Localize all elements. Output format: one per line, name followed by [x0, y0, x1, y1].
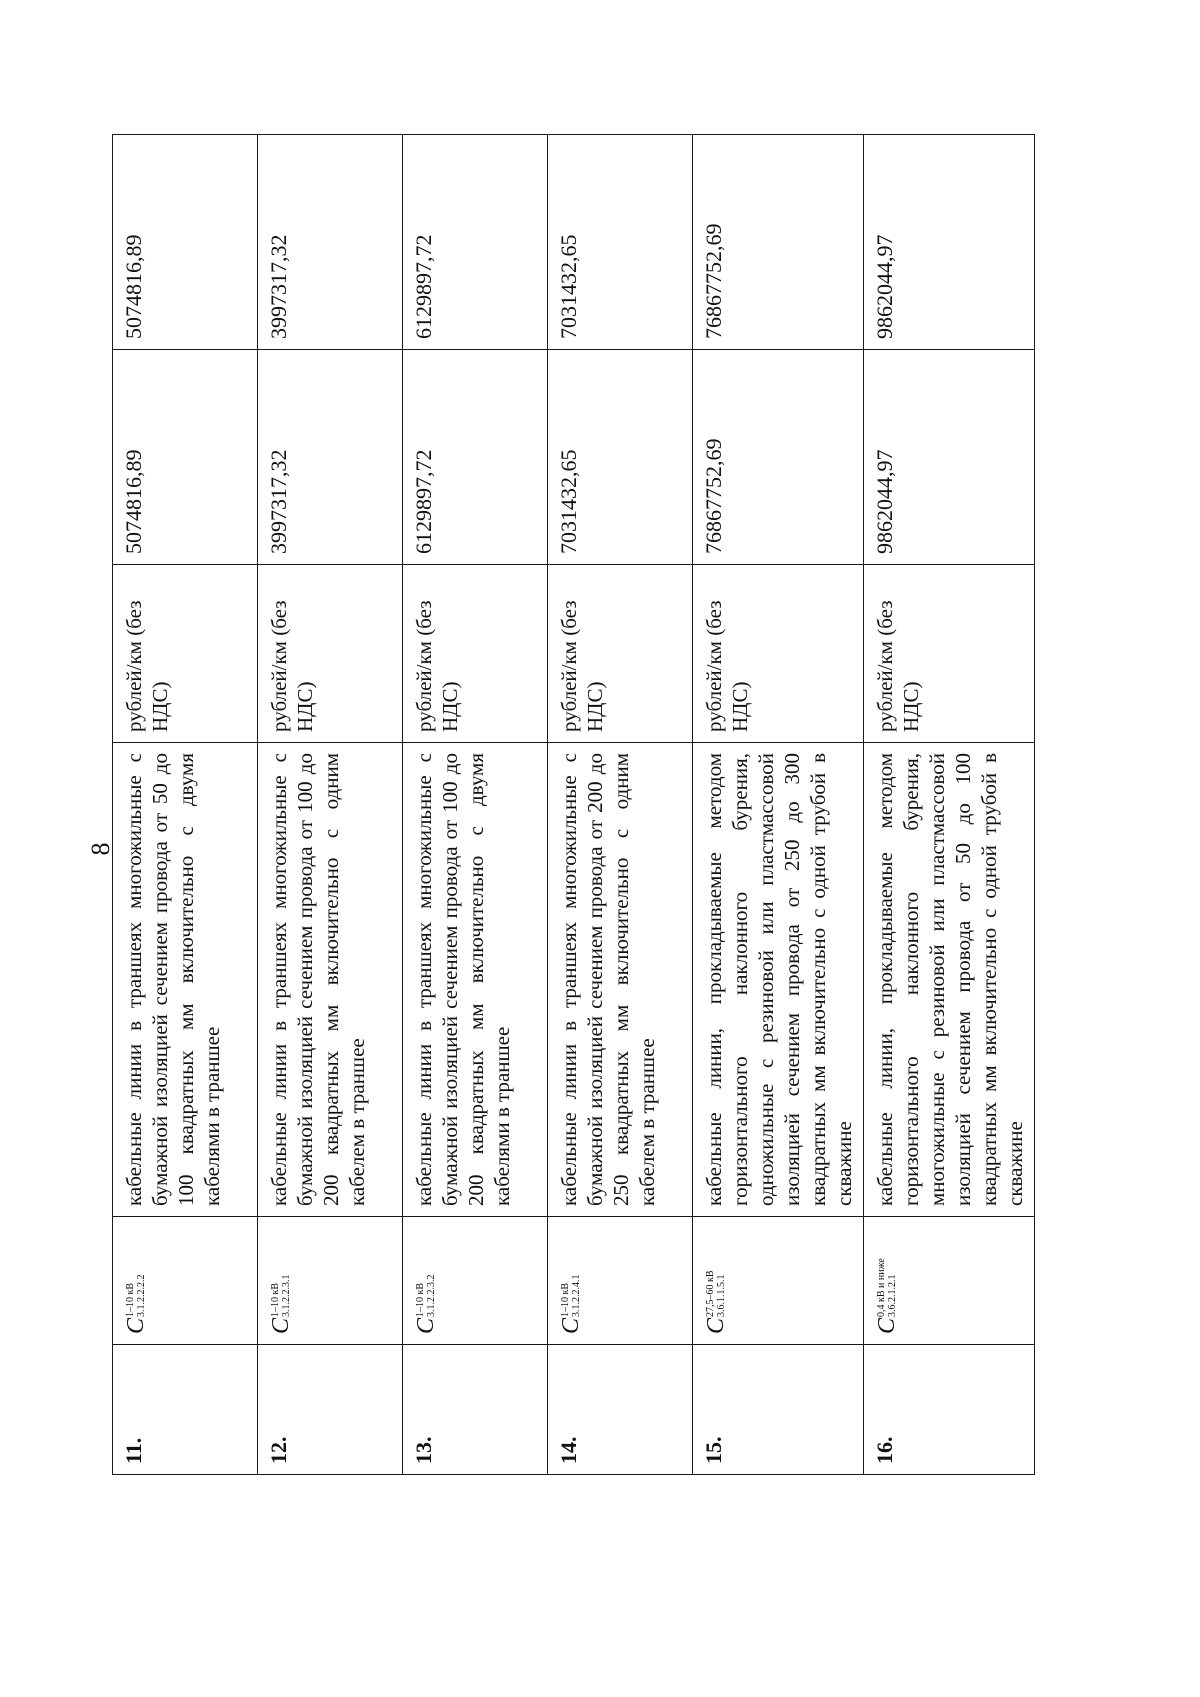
table-row: [548, 135, 693, 1475]
row-unit: рублей/км (без НДС): [693, 565, 864, 743]
tariff-code-voltage: 1–10 кВ: [270, 1282, 281, 1317]
tariff-code-letter: C: [413, 1317, 439, 1334]
tariff-code-index: 3.1.2.2.3.1: [281, 1274, 292, 1317]
row-unit: рублей/км (без НДС): [113, 565, 258, 743]
row-value-1: 5074816,89: [113, 350, 258, 565]
row-value-1: 76867752,69: [693, 350, 864, 565]
tariff-code-index: 3.1.2.2.4.1: [571, 1274, 582, 1317]
row-value-2: 76867752,69: [693, 135, 864, 350]
tariff-code-letter: C: [703, 1317, 729, 1334]
tariff-code-index: 3.6.1.1.5.1: [716, 1274, 727, 1317]
row-value-2: 9862044,97: [864, 135, 1035, 350]
tariff-table: [112, 134, 1035, 1475]
row-value-2: 3997317,32: [258, 135, 403, 350]
row-description: кабельные линии, прокладываемые методом горизонтального наклонного бурения, одножильные с резиновой или пластмассовой изоляцией сечением провода от 250 до 300 квадратных мм включительно с одной трубой в скважине: [693, 743, 864, 1217]
row-number: 12.: [258, 1345, 403, 1475]
row-description: кабельные линии, прокладываемые методом горизонтального наклонного бурения, многожильные с резиновой или пластмассовой изоляцией сечением провода от 50 до 100 квадратных мм включительно с одной трубой в скважине: [864, 743, 1035, 1217]
tariff-code-letter: C: [874, 1317, 900, 1334]
table-row: [258, 135, 403, 1475]
tariff-code: [693, 1217, 864, 1345]
row-value-1: 3997317,32: [258, 350, 403, 565]
row-value-1: 7031432,65: [548, 350, 693, 565]
row-number: 13.: [403, 1345, 548, 1475]
tariff-code-index: 3.1.2.2.2.2: [136, 1274, 147, 1317]
tariff-code-voltage: 1–10 кВ: [560, 1282, 571, 1317]
row-number: 15.: [693, 1345, 864, 1475]
row-description: кабельные линии в траншеях многожильные с бумажной изоляцией сечением провода от 100 до 200 квадратных мм включительно с двумя кабелями в траншее: [403, 743, 548, 1217]
row-number: 16.: [864, 1345, 1035, 1475]
table-row: [693, 135, 864, 1475]
table-row: [113, 135, 258, 1475]
tariff-table-container: [112, 135, 1027, 1475]
table-row: [864, 135, 1035, 1475]
row-value-2: 6129897,72: [403, 135, 548, 350]
tariff-code-letter: C: [123, 1317, 149, 1334]
tariff-code: [113, 1217, 258, 1345]
tariff-code-voltage: 27,5–60 кВ: [705, 1270, 716, 1317]
row-unit: рублей/км (без НДС): [258, 565, 403, 743]
tariff-code-voltage: 1–10 кВ: [415, 1282, 426, 1317]
tariff-code: [548, 1217, 693, 1345]
row-description: кабельные линии в траншеях многожильные с бумажной изоляцией сечением провода от 50 до 100 квадратных мм включительно с двумя кабелями в траншее: [113, 743, 258, 1217]
row-unit: рублей/км (без НДС): [864, 565, 1035, 743]
row-value-1: 9862044,97: [864, 350, 1035, 565]
page-number: 8: [86, 842, 115, 856]
tariff-code: [864, 1217, 1035, 1345]
row-description: кабельные линии в траншеях многожильные с бумажной изоляцией сечением провода от 200 до 250 квадратных мм включительно с одним кабелем в траншее: [548, 743, 693, 1217]
tariff-code-index: 3.1.2.2.3.2: [426, 1274, 437, 1317]
tariff-code: [403, 1217, 548, 1345]
row-number: 14.: [548, 1345, 693, 1475]
table-row: [403, 135, 548, 1475]
tariff-code-index: 3.6.2.1.2.1: [887, 1274, 898, 1317]
row-unit: рублей/км (без НДС): [403, 565, 548, 743]
tariff-code-voltage: 0,4 кВ и ниже: [876, 1258, 887, 1317]
row-value-1: 6129897,72: [403, 350, 548, 565]
tariff-code-letter: C: [558, 1317, 584, 1334]
tariff-code-voltage: 1–10 кВ: [125, 1282, 136, 1317]
row-description: кабельные линии в траншеях многожильные с бумажной изоляцией сечением провода от 100 до 200 квадратных мм включительно с одним кабелем в траншее: [258, 743, 403, 1217]
tariff-code: [258, 1217, 403, 1345]
row-value-2: 5074816,89: [113, 135, 258, 350]
row-value-2: 7031432,65: [548, 135, 693, 350]
row-unit: рублей/км (без НДС): [548, 565, 693, 743]
row-number: 11.: [113, 1345, 258, 1475]
tariff-code-letter: C: [268, 1317, 294, 1334]
